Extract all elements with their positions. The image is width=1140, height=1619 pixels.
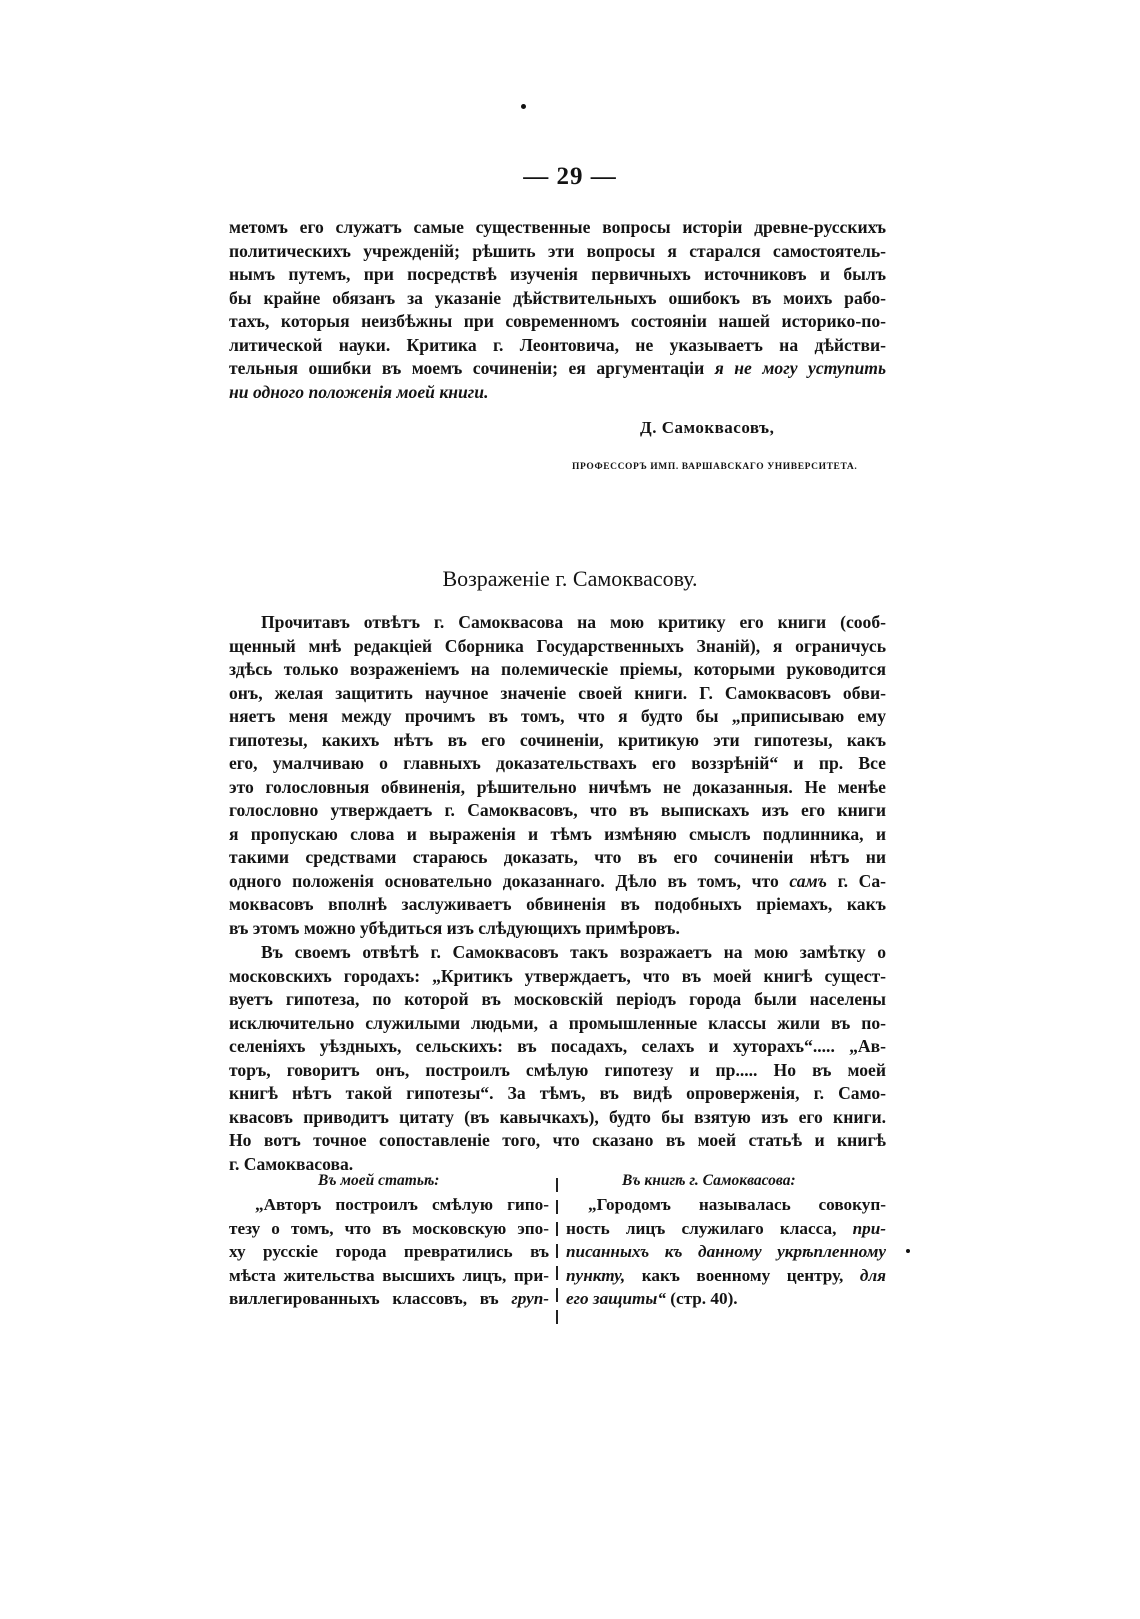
text-line: нымъ путемъ, при посредствѣ изученія первичныхъ источниковъ и былъ [229, 264, 886, 284]
text-line: это голословныя обвиненія, рѣшительно ничѣмъ не доказанныя. Не менѣе [229, 776, 886, 797]
text-line: тезу о томъ, что въ московскую эпо- [229, 1218, 549, 1238]
text-line: ху русскіе города превратились въ [229, 1242, 549, 1261]
emphasis-text: самъ [789, 870, 827, 891]
text-line [229, 1287, 549, 1311]
text-line [566, 1264, 886, 1288]
emphasis-text: при- [852, 1218, 886, 1238]
paragraph-2 [229, 941, 886, 1176]
text-run: тельныя ошибки въ моемъ сочиненіи; ея аргументаціи [229, 358, 705, 378]
text-line: политическихъ учрежденій; рѣшить эти вопросы я старался самостоятель- [229, 240, 886, 261]
text-run: виллегированныхъ классовъ, въ [229, 1289, 499, 1308]
text-line: квасовъ приводитъ цитату (въ кавычкахъ), будто бы взятую изъ его книги. [229, 1106, 886, 1127]
text-line: книгѣ нѣтъ такой гипотезы“. За тѣмъ, въ видѣ опроверженія, г. Само- [229, 1083, 886, 1103]
emphasis-text: писанныхъ къ данному укрѣпленному [566, 1242, 886, 1261]
text-line: Въ своемъ отвѣтѣ г. Самоквасовъ такъ возражаетъ на мою замѣтку о [261, 942, 886, 962]
page-number: — 29 — [523, 163, 617, 190]
text-line: голословно утверждаетъ г. Самоквасовъ, что въ выпискахъ изъ его книги [229, 800, 886, 820]
text-line: такими средствами стараюсь доказать, что въ его сочиненіи нѣтъ ни [229, 847, 886, 867]
emphasis-text: ни одного положенія моей книги. [229, 381, 489, 402]
author-signature: Д. Самоквасовъ, [640, 418, 775, 437]
text-run: г. Са- [837, 870, 886, 891]
print-speck [521, 104, 526, 109]
text-line: я пропускаю слова и выраженія и тѣмъ измѣняю смыслъ подлинника, и [229, 823, 886, 844]
text-line: его, умалчиваю о главныхъ доказательствахъ его воззрѣній“ и пр. Все [229, 753, 886, 773]
text-line: бы крайне обязанъ за указаніе дѣйствительныхъ ошибокъ въ моихъ рабо- [229, 287, 886, 308]
emphasis-text: для [859, 1265, 887, 1285]
right-column-quote [566, 1193, 886, 1311]
text-run: (стр. 40). [670, 1289, 738, 1308]
emphasis-text: я не могу уступить [714, 358, 886, 378]
text-line: онъ, желая защитить научное значеніе своей книги. Г. Самоквасовъ обви- [229, 682, 886, 703]
text-line: „Городомъ называлась совокуп- [588, 1195, 886, 1214]
text-line [566, 1217, 886, 1241]
text-line: Но вотъ точное сопоставленіе того, что сказано въ моей статьѣ и книгѣ [229, 1130, 886, 1150]
emphasis-text: груп- [511, 1289, 550, 1308]
text-line: моквасовъ вполнѣ заслуживаетъ обвиненія въ подобныхъ пріемахъ, какъ [229, 894, 886, 914]
author-affiliation: ПРОФЕССОРЪ ИМП. ВАРШАВСКАГО УНИВЕРСИТЕТА. [572, 462, 858, 472]
text-line: литической науки. Критика г. Леонтовича, не указываетъ на дѣйстви- [229, 334, 886, 355]
text-line: „Авторъ построилъ смѣлую гипо- [255, 1195, 549, 1214]
left-column-heading: Въ моей статьѣ: [318, 1172, 440, 1189]
text-line: гипотезы, какихъ нѣтъ въ его сочиненіи, критикую эти гипотезы, какъ [229, 729, 886, 750]
text-line: няетъ меня между прочимъ въ томъ, что я будто бы „приписываю ему [229, 706, 886, 726]
emphasis-text: его защиты“ [566, 1289, 666, 1308]
text-run: какъ военному центру, [641, 1265, 844, 1285]
text-line: тахъ, которыя неизбѣжны при современномъ состояніи нашей историко-по- [229, 311, 886, 331]
text-line: щенный мнѣ редакціей Сборника Государственныхъ Знаній), я ограничусь [229, 635, 886, 656]
text-line: селеніяхъ уѣздныхъ, сельскихъ: въ посадахъ, селахъ и хуторахъ“..... „Ав- [229, 1036, 886, 1056]
text-line: Прочитавъ отвѣтъ г. Самоквасова на мою критику его книги (сооб- [261, 612, 886, 632]
text-line: въ этомъ можно убѣдиться изъ слѣдующихъ примѣровъ. [229, 917, 680, 938]
column-divider [556, 1178, 558, 1326]
emphasis-text: пункту, [566, 1265, 626, 1285]
text-line: здѣсь только возраженіемъ на полемическіе пріемы, которыми руководится [229, 659, 886, 679]
text-run: одного положенія основательно доказаннаго. Дѣло въ томъ, что [229, 870, 779, 891]
top-paragraph [229, 216, 886, 404]
text-line: метомъ его служатъ самые существенные вопросы исторіи древне-русскихъ [229, 217, 886, 237]
paragraph-1 [229, 611, 886, 940]
text-line [229, 870, 886, 894]
text-line: вуетъ гипотеза, по которой въ московскій періодъ города были населены [229, 989, 886, 1009]
print-speck [906, 1249, 910, 1253]
left-column-quote [229, 1193, 549, 1311]
text-line: торъ, говоритъ онъ, построилъ смѣлую гипотезу и пр..... Но въ моей [229, 1059, 886, 1080]
text-line: мѣста жительства высшихъ лицъ, при- [229, 1265, 549, 1285]
text-line: г. Самоквасова. [229, 1153, 354, 1174]
text-line [229, 357, 886, 381]
text-line: московскихъ городахъ: „Критикъ утверждаетъ, что въ моей книгѣ сущест- [229, 965, 886, 986]
text-line: исключительно служилыми людьми, а промышленные классы жили въ по- [229, 1012, 886, 1033]
text-line [566, 1287, 886, 1311]
text-run: ность лицъ служилаго класса, [566, 1218, 837, 1238]
section-title: Возраженіе г. Самоквасову. [442, 566, 698, 591]
right-column-heading: Въ книгѣ г. Самоквасова: [622, 1172, 796, 1189]
